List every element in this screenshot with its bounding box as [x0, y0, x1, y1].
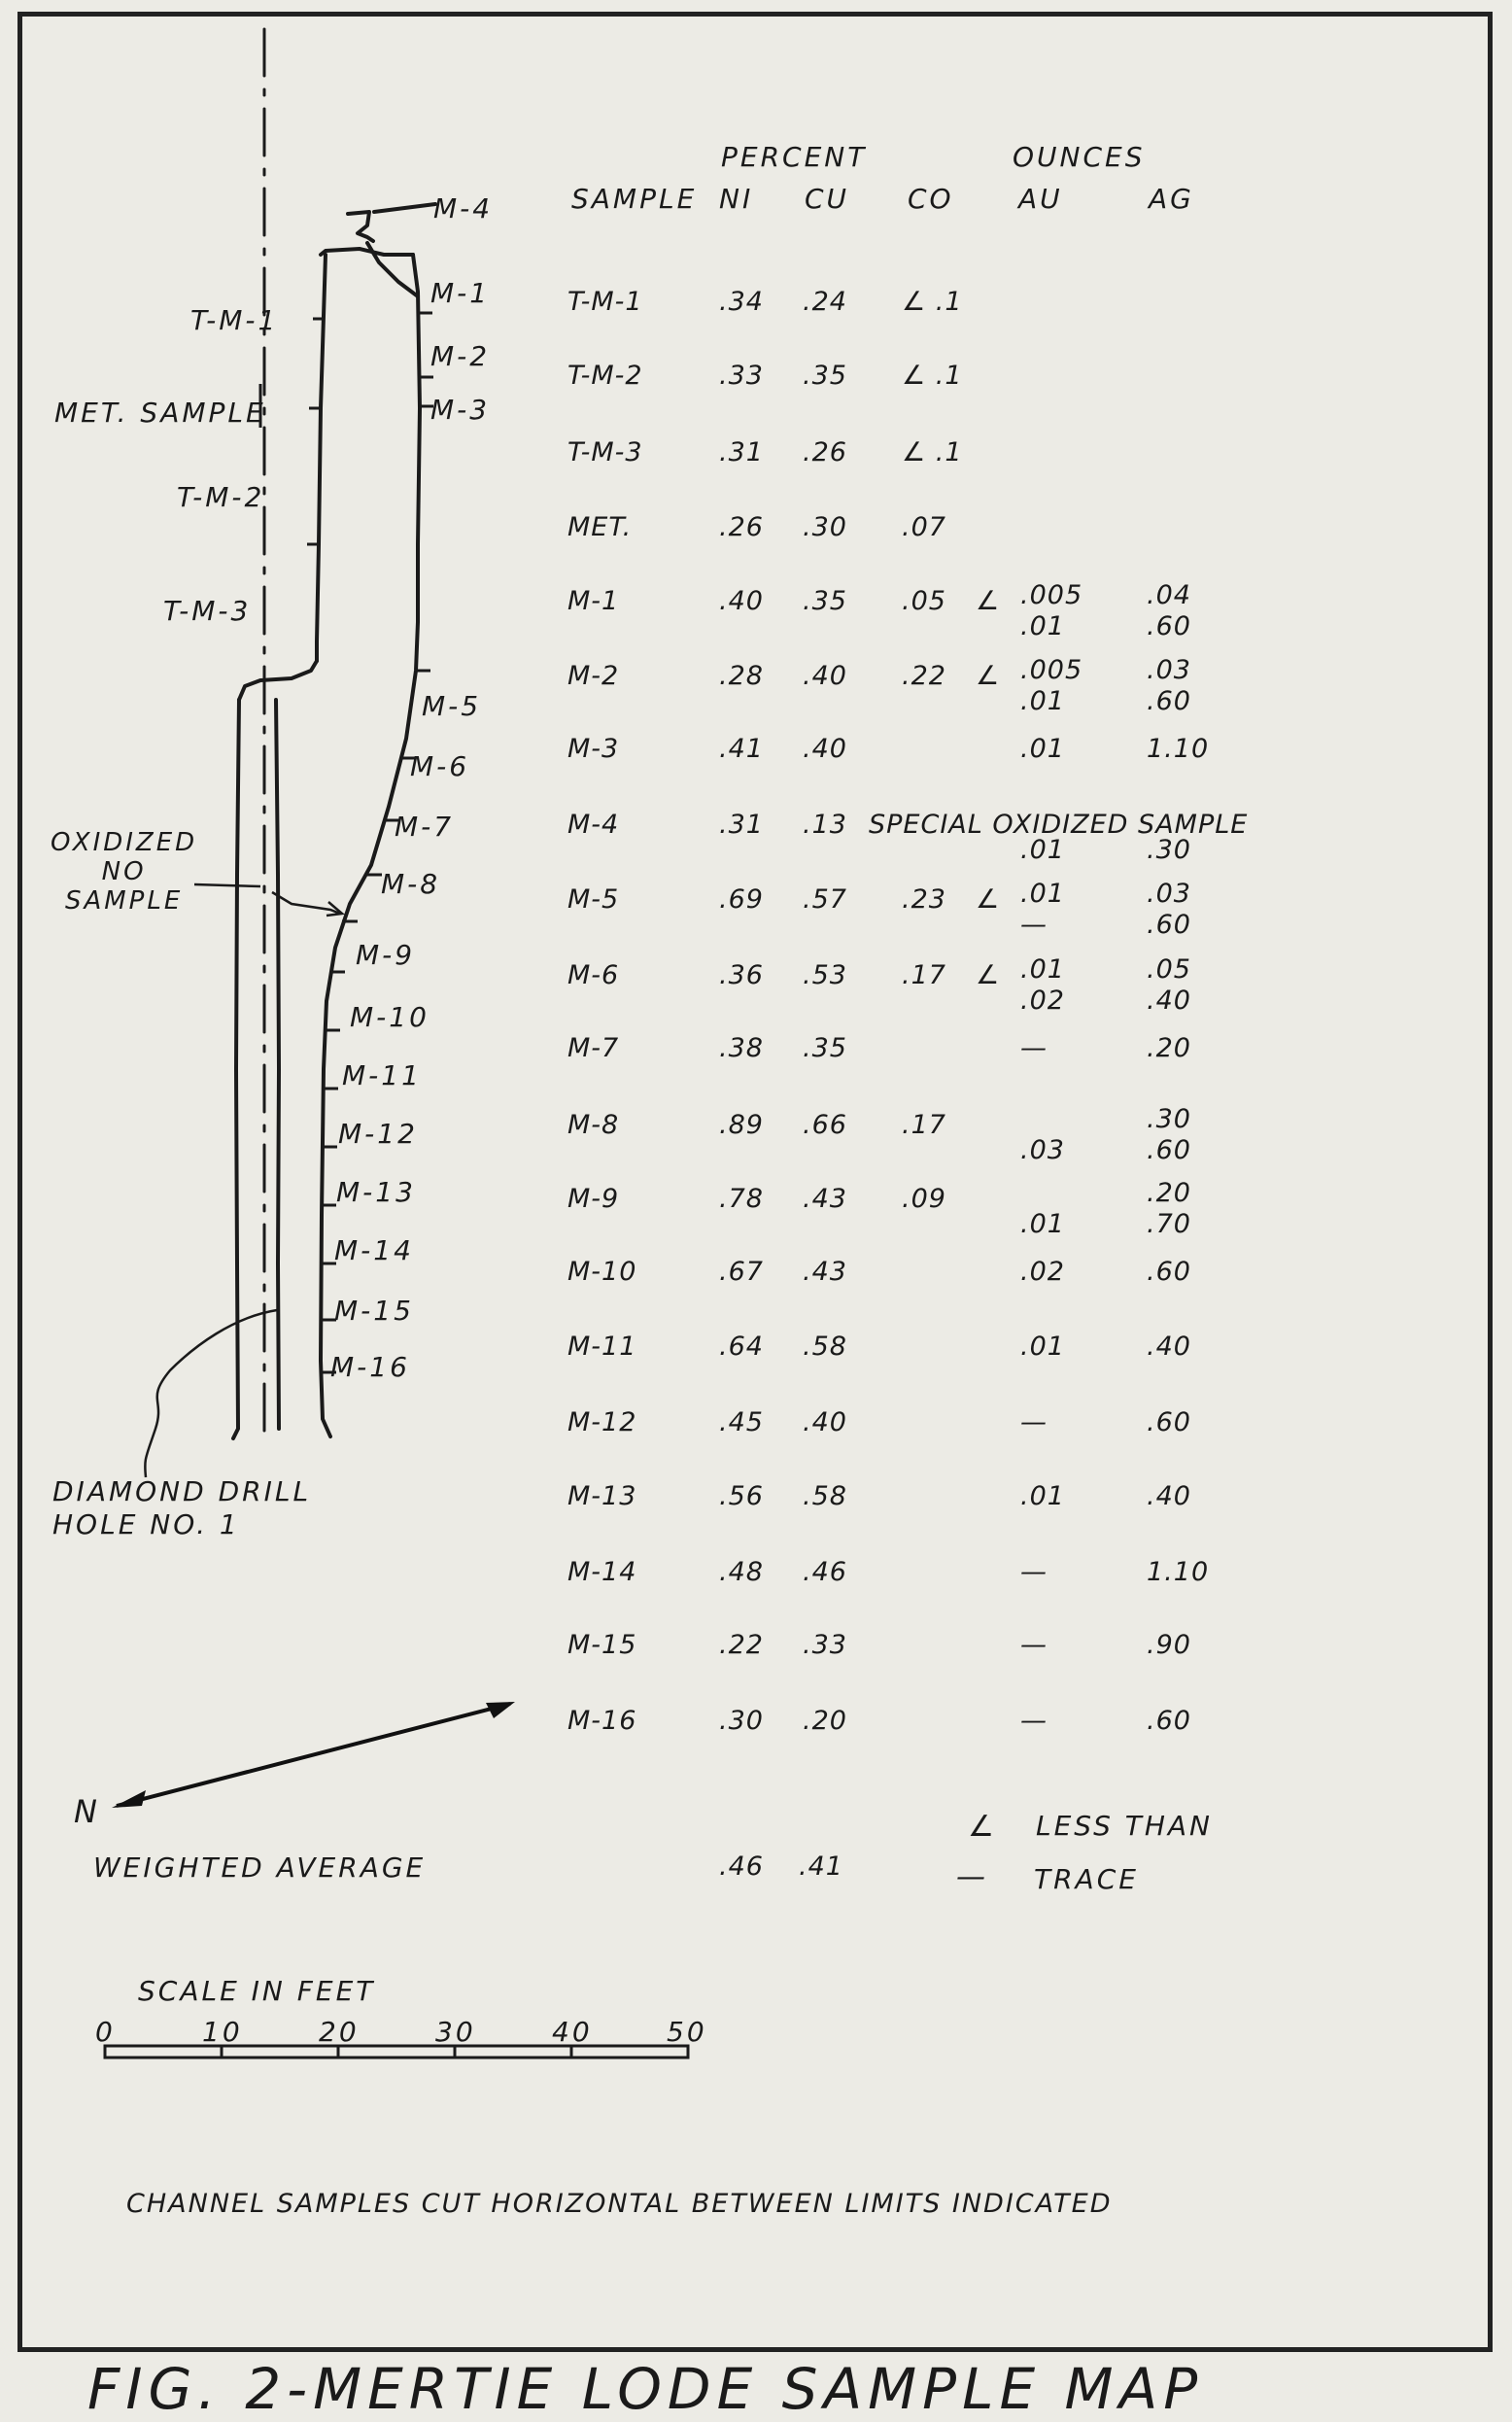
label-m6: M-6	[410, 750, 470, 782]
row-au: —	[1020, 1033, 1048, 1063]
row-ni: .28	[719, 661, 764, 691]
row-ni: .45	[719, 1407, 764, 1437]
row-cu: .66	[803, 1110, 847, 1140]
header-ounces: OUNCES	[1013, 141, 1146, 173]
legend-trace: TRACE	[1034, 1863, 1139, 1895]
row-ni: .78	[719, 1184, 764, 1214]
row-ni: .48	[719, 1557, 764, 1587]
label-m10: M-10	[350, 1001, 430, 1033]
row-sample: M-4	[567, 810, 620, 840]
row-ag: .40	[1147, 1332, 1191, 1362]
row-co: ∠ .1	[902, 437, 963, 467]
label-oxidized: OXIDIZED NO SAMPLE	[51, 828, 198, 916]
row-cu: .40	[803, 661, 847, 691]
label-north: N	[74, 1793, 100, 1830]
label-m12: M-12	[338, 1118, 418, 1150]
row-au: —	[1020, 1706, 1048, 1736]
row-cu: .43	[803, 1184, 847, 1214]
row-ni: .22	[719, 1630, 764, 1660]
row-ag: .60	[1147, 1407, 1191, 1437]
label-tm2: T-M-2	[177, 481, 265, 513]
label-m7: M-7	[395, 811, 455, 843]
row-au-second: .01	[1020, 686, 1065, 716]
row-co: .05	[902, 586, 946, 616]
row-co: ∠ .1	[902, 361, 963, 391]
row-co-less-than: ∠	[976, 586, 1001, 616]
row-co: .22	[902, 661, 946, 691]
row-au-second: .01	[1020, 835, 1065, 865]
row-sample: M-8	[567, 1110, 620, 1140]
row-au: —	[1020, 1557, 1048, 1587]
row-cu: .13	[803, 810, 847, 840]
row-cu: .53	[803, 960, 847, 990]
row-au-second: .02	[1020, 986, 1065, 1016]
label-m8: M-8	[381, 868, 441, 900]
scale-tick-20: 20	[319, 2016, 360, 2048]
scale-tick-0: 0	[95, 2016, 116, 2048]
row-ni: .30	[719, 1706, 764, 1736]
row-sample: M-9	[567, 1184, 620, 1214]
row-ni: .33	[719, 361, 764, 391]
label-tm3: T-M-3	[163, 595, 252, 627]
row-ni: .38	[719, 1033, 764, 1063]
row-sample: M-11	[567, 1332, 637, 1362]
row-ag: .20	[1147, 1033, 1191, 1063]
scale-tick-30: 30	[435, 2016, 476, 2048]
row-ag-second: .60	[1147, 611, 1191, 641]
row-ni: .64	[719, 1332, 764, 1362]
row-ag: .40	[1147, 1481, 1191, 1511]
header-ag: AG	[1149, 183, 1194, 215]
row-au: .01	[1020, 734, 1065, 764]
row-sample: M-13	[567, 1481, 637, 1511]
row-ni: .31	[719, 810, 764, 840]
header-sample: SAMPLE	[571, 183, 698, 215]
row-ni: .89	[719, 1110, 764, 1140]
row-ni: .40	[719, 586, 764, 616]
scale-title: SCALE IN FEET	[138, 1975, 376, 2007]
row-sample: M-14	[567, 1557, 637, 1587]
label-tm1: T-M-1	[190, 304, 279, 336]
label-m13: M-13	[336, 1176, 416, 1208]
row-sample: T-M-2	[567, 361, 643, 391]
row-au: .005	[1020, 580, 1083, 610]
row-co: .17	[902, 1110, 946, 1140]
label-m4: M-4	[433, 192, 494, 225]
row-ag-second: .60	[1147, 686, 1191, 716]
row-sample: T-M-3	[567, 437, 643, 467]
row-ni: .41	[719, 734, 764, 764]
header-au: AU	[1018, 183, 1063, 215]
weighted-average-cu: .41	[799, 1851, 843, 1882]
weighted-average-label: WEIGHTED AVERAGE	[93, 1851, 427, 1884]
weighted-average-ni: .46	[719, 1851, 764, 1882]
row-cu: .43	[803, 1257, 847, 1287]
row-cu: .35	[803, 586, 847, 616]
row-co: .07	[902, 512, 946, 542]
row-ag-second: .70	[1147, 1209, 1191, 1239]
row-ag: .03	[1147, 879, 1191, 909]
row-cu: .40	[803, 1407, 847, 1437]
row-sample: M-16	[567, 1706, 637, 1736]
row-sample: M-15	[567, 1630, 637, 1660]
row-cu: .24	[803, 287, 847, 317]
row-ag-second: .40	[1147, 986, 1191, 1016]
row-ni: .67	[719, 1257, 764, 1287]
row-cu: .58	[803, 1332, 847, 1362]
row-au: .01	[1020, 1332, 1065, 1362]
label-m14: M-14	[334, 1234, 414, 1266]
row-au: —	[1020, 1407, 1048, 1437]
row-co-less-than: ∠	[976, 884, 1001, 915]
row-ag-second: .30	[1147, 835, 1191, 865]
row-ag: .05	[1147, 954, 1191, 985]
row-ag: .30	[1147, 1104, 1191, 1134]
scale-bar	[105, 2046, 688, 2058]
row-sample: M-1	[567, 586, 620, 616]
row-au-second: .01	[1020, 611, 1065, 641]
label-m3: M-3	[430, 394, 491, 426]
row-ag: 1.10	[1147, 1557, 1210, 1587]
row-ni: .36	[719, 960, 764, 990]
row-sample: T-M-1	[567, 287, 643, 317]
scale-tick-50: 50	[667, 2016, 707, 2048]
row-ni: .34	[719, 287, 764, 317]
row-co: .23	[902, 884, 946, 915]
row-co-less-than: ∠	[976, 661, 1001, 691]
row-au: —	[1020, 1630, 1048, 1660]
header-percent: PERCENT	[721, 141, 868, 173]
row-co: .09	[902, 1184, 946, 1214]
row-ag: .60	[1147, 1257, 1191, 1287]
row-cu: .26	[803, 437, 847, 467]
row-cu: .35	[803, 361, 847, 391]
label-m11: M-11	[342, 1059, 422, 1091]
header-co: CO	[908, 183, 954, 215]
label-m9: M-9	[356, 939, 416, 971]
row-ag: .04	[1147, 580, 1191, 610]
label-m2: M-2	[430, 340, 491, 372]
row-ag-second: .60	[1147, 910, 1191, 940]
row-cu: .30	[803, 512, 847, 542]
row-sample: M-3	[567, 734, 620, 764]
legend-less-than-symbol: ∠	[968, 1810, 997, 1844]
header-ni: NI	[719, 183, 754, 215]
row-sample: MET.	[567, 512, 633, 542]
channel-samples-note: CHANNEL SAMPLES CUT HORIZONTAL BETWEEN LIMITS INDICATED	[126, 2189, 1113, 2219]
label-met-sample: MET. SAMPLE	[54, 397, 266, 429]
legend-less-than: LESS THAN	[1036, 1810, 1213, 1842]
north-arrow	[112, 1702, 515, 1808]
row-cu: .33	[803, 1630, 847, 1660]
row-au-second: —	[1020, 910, 1048, 940]
label-drill-hole: DIAMOND DRILL HOLE NO. 1	[52, 1475, 312, 1540]
row-cu: .20	[803, 1706, 847, 1736]
row-co: SPECIAL OXIDIZED SAMPLE	[869, 810, 1249, 840]
figure-title: FIG. 2-MERTIE LODE SAMPLE MAP	[87, 2356, 1204, 2422]
row-cu: .57	[803, 884, 847, 915]
row-ni: .56	[719, 1481, 764, 1511]
row-au: .01	[1020, 954, 1065, 985]
row-au: .005	[1020, 655, 1083, 685]
row-ni: .69	[719, 884, 764, 915]
row-ag: .03	[1147, 655, 1191, 685]
row-ag: .60	[1147, 1706, 1191, 1736]
row-sample: M-5	[567, 884, 620, 915]
label-m1: M-1	[430, 277, 491, 309]
row-co-less-than: ∠	[976, 960, 1001, 990]
row-co: ∠ .1	[902, 287, 963, 317]
row-au: .02	[1020, 1257, 1065, 1287]
row-ni: .26	[719, 512, 764, 542]
row-ag-second: .60	[1147, 1135, 1191, 1165]
row-au: .01	[1020, 1481, 1065, 1511]
row-cu: .40	[803, 734, 847, 764]
row-sample: M-6	[567, 960, 620, 990]
row-ag: 1.10	[1147, 734, 1210, 764]
scale-tick-10: 10	[202, 2016, 243, 2048]
row-ag: .20	[1147, 1178, 1191, 1208]
row-au-second: .01	[1020, 1209, 1065, 1239]
row-cu: .58	[803, 1481, 847, 1511]
row-cu: .46	[803, 1557, 847, 1587]
row-au: .01	[1020, 879, 1065, 909]
row-sample: M-7	[567, 1033, 620, 1063]
row-sample: M-2	[567, 661, 620, 691]
scale-tick-40: 40	[552, 2016, 593, 2048]
row-sample: M-12	[567, 1407, 637, 1437]
legend-trace-symbol: —	[956, 1860, 988, 1894]
row-sample: M-10	[567, 1257, 637, 1287]
row-co: .17	[902, 960, 946, 990]
header-cu: CU	[805, 183, 850, 215]
label-m15: M-15	[334, 1295, 414, 1327]
label-m5: M-5	[422, 690, 482, 722]
row-ni: .31	[719, 437, 764, 467]
row-au-second: .03	[1020, 1135, 1065, 1165]
row-ag: .90	[1147, 1630, 1191, 1660]
row-cu: .35	[803, 1033, 847, 1063]
label-m16: M-16	[330, 1351, 410, 1383]
